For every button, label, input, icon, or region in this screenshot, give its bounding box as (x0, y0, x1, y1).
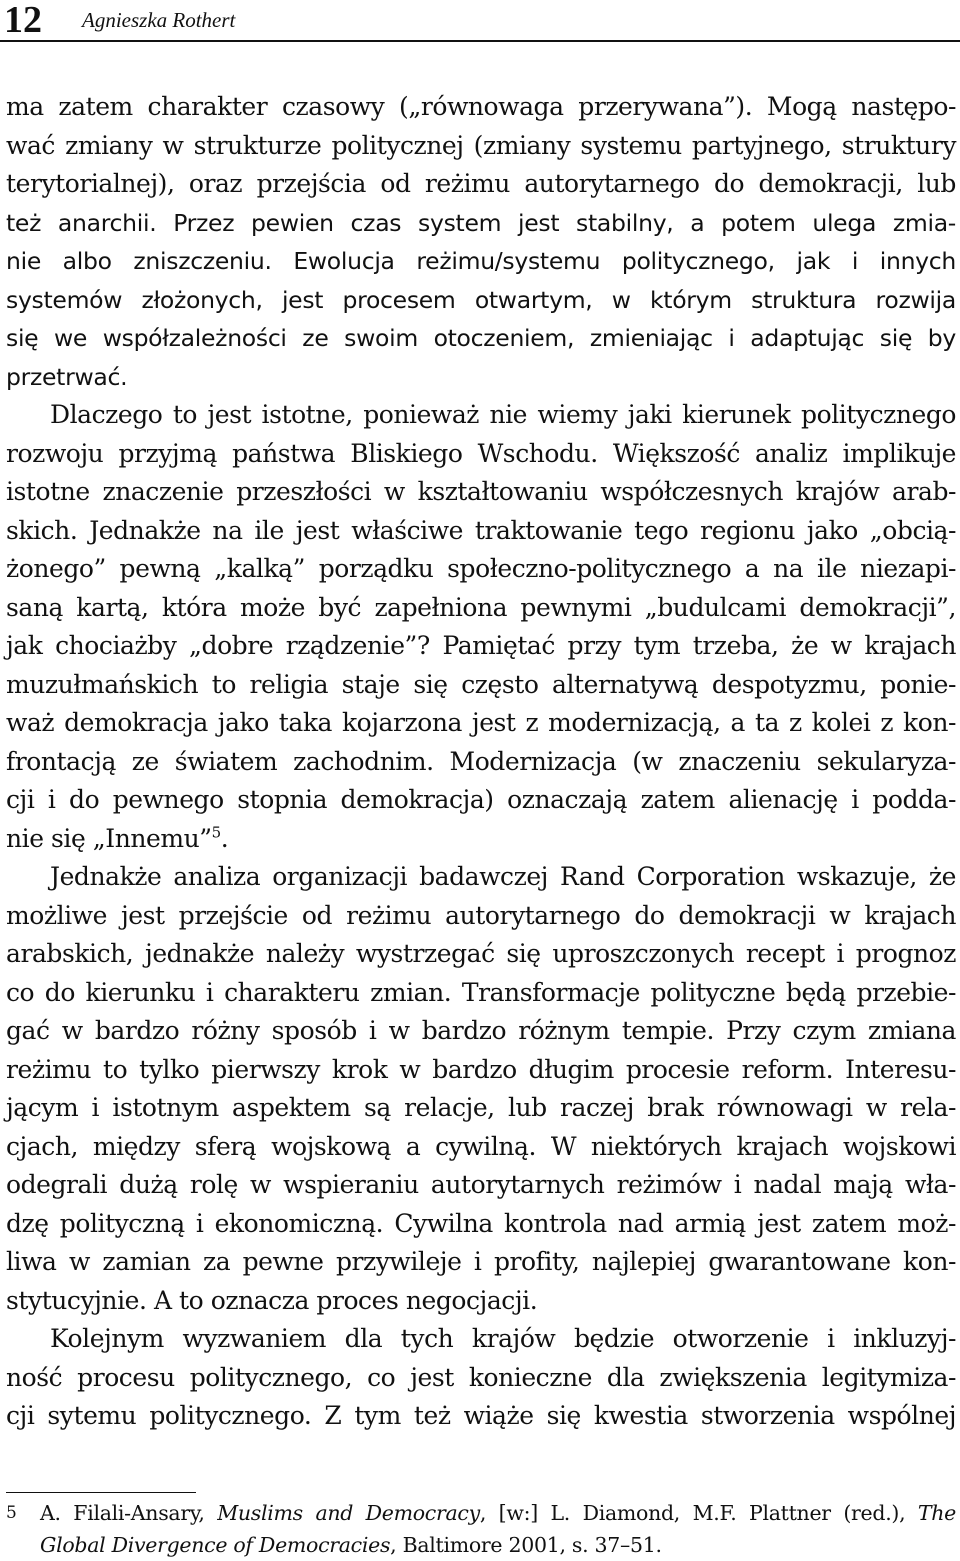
text-line: skich. Jednakże na ile jest właściwe traktowanie tego regionu jako „obcią- (6, 515, 956, 545)
text-line: reżimu to tylko pierwszy krok w bardzo długim procesie reform. Interesu- (6, 1054, 956, 1084)
text-line: co do kierunku i charakteru zmian. Transformacje polityczne będą przebie- (6, 977, 956, 1007)
text-line: waż demokracja jako taka kojarzona jest z modernizacją, a ta z kolei z kon- (6, 708, 956, 737)
footnote-number: 5 (6, 1503, 17, 1523)
footnote-line (40, 1529, 956, 1561)
footnote-reference: 5 (211, 823, 221, 842)
paragraph-first-line: Dlaczego to jest istotne, ponieważ nie wiemy jaki kierunek politycznego (50, 400, 956, 429)
page-number: 12 (4, 0, 42, 41)
text-line: nie albo zniszczeniu. Ewolucja reżimu/systemu politycznego, jak i innych (6, 247, 956, 275)
footnote-title: Global Divergence of Democracies (40, 1533, 391, 1557)
text-line-content: nie się „Innemu” (6, 823, 212, 853)
text-line: też anarchii. Przez pewien czas system jest stabilny, a potem ulega zmia- (6, 208, 956, 237)
footnote (6, 1497, 956, 1561)
text-line: jącym i istotnym aspektem są relacje, lub raczej brak równowagi w rela- (6, 1093, 956, 1122)
text-line: ność procesu politycznego, co jest konieczne dla zwiększenia legitymiza- (6, 1362, 956, 1392)
body-text (6, 88, 956, 1436)
text-line: cjach, między sferą wojskową a cywilną. W niektórych krajach wojskowi (6, 1131, 956, 1161)
text-line: się we współzależności ze swoim otoczeniem, zmieniając i adaptując się by (6, 324, 956, 352)
text-line: dzę polityczną i ekonomiczną. Cywilna kontrola nad armią jest zatem moż- (6, 1208, 956, 1238)
text-line: ma zatem charakter czasowy („równowaga przerywana”). Mogą następo- (6, 92, 956, 121)
text-line: istotne znaczenie przeszłości w kształtowaniu współczesnych krajów arab- (6, 477, 956, 506)
text-line: cji sytemu politycznego. Z tym też wiąże się kwestia stworzenia wspólnej (6, 1401, 956, 1430)
text-line (6, 820, 956, 859)
paragraph-first-line: Kolejnym wyzwaniem dla tych krajów będzie otworzenie i inkluzyj- (50, 1324, 956, 1353)
text-line: jak chociażby „dobre rządzenie”? Pamiętać przy tym trzeba, że w krajach (6, 631, 956, 660)
paragraph-first-line: Jednakże analiza organizacji badawczej Rand Corporation wskazuje, że (50, 862, 956, 891)
text-line: wać zmiany w strukturze politycznej (zmiany systemu partyjnego, struktury (6, 130, 956, 160)
text-line: możliwe jest przejście od reżimu autorytarnego do demokracji w krajach (6, 900, 956, 930)
text-line: muzułmańskich to religia staje się często alternatywą despotyzmu, ponie- (6, 669, 956, 699)
text-line: rozwoju przyjmą państwa Bliskiego Wschodu. Większość analiz implikuje (6, 438, 956, 468)
footnote-body (40, 1497, 956, 1561)
text-line: żonego” pewną „kalką” porządku społeczno-politycznego a na ile niezapi- (6, 554, 956, 583)
text-line: terytorialnej), oraz przejścia od reżimu autorytarnego do demokracji, lub (6, 169, 956, 198)
text-line: cji i do pewnego stopnia demokracja) oznaczają zatem alienację i podda- (6, 785, 956, 814)
text-line: frontacją ze światem zachodnim. Modernizacja (w znaczeniu sekularyza- (6, 746, 956, 776)
text-line: liwa w zamian za pewne przywileje i profity, najlepiej gwarantowane kon- (6, 1247, 956, 1276)
page-header (0, 0, 960, 42)
footnote-text: A. Filali-Ansary, (40, 1501, 218, 1525)
footnote-title: The (917, 1501, 956, 1525)
footnote-line (40, 1497, 956, 1529)
text-line: stytucyjnie. A to oznacza proces negocjacji. (6, 1285, 538, 1315)
running-head-author: Agnieszka Rothert (82, 8, 236, 32)
footnote-text: , [w:] L. Diamond, M.F. Plattner (red.), (479, 1501, 918, 1525)
footnote-title: Muslims and Democracy (217, 1501, 480, 1525)
footnote-separator (6, 1492, 196, 1493)
sentence-end: . (220, 823, 229, 853)
text-line: saną kartą, która może być zapełniona pewnymi „budulcami demokracji”, (6, 592, 956, 622)
footnote-text: , Baltimore 2001, s. 37–51. (390, 1533, 662, 1557)
text-line: gać w bardzo różny sposób i w bardzo różnym tempie. Przy czym zmiana (6, 1016, 956, 1045)
text-line: przetrwać. (6, 362, 128, 391)
text-line: odegrali dużą rolę w wspieraniu autorytarnych reżimów i nadal mają wła- (6, 1170, 956, 1199)
text-line: arabskich, jednakże należy wystrzegać się uproszczonych recept i prognoz (6, 939, 956, 968)
text-line: systemów złożonych, jest procesem otwartym, w którym struktura rozwija (6, 285, 956, 314)
